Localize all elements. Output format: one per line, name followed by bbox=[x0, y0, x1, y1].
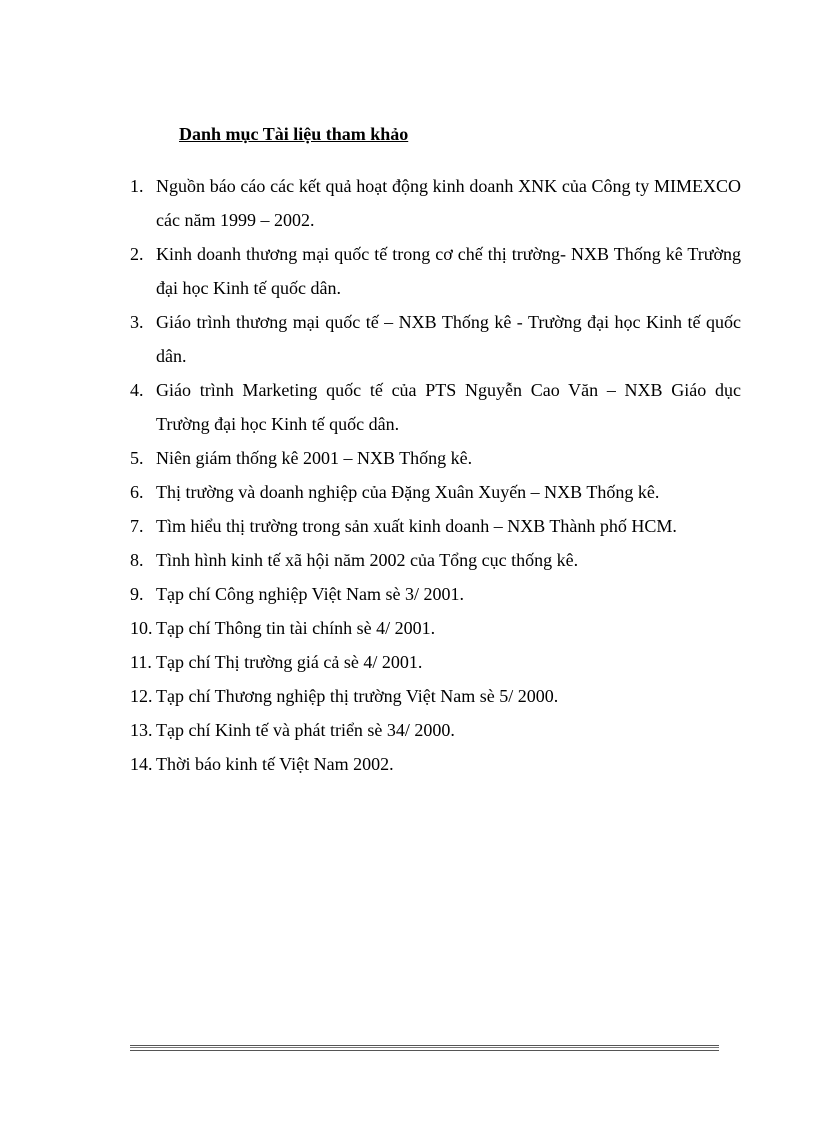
reference-item bbox=[130, 169, 741, 237]
reference-item bbox=[130, 475, 741, 509]
reference-number: 14. bbox=[130, 754, 153, 774]
reference-text: Niên giám thống kê 2001 – NXB Thống kê. bbox=[156, 448, 473, 468]
reference-text: Giáo trình thương mại quốc tế – NXB Thống kê - Trường đại học Kinh tế quốc dân. bbox=[156, 312, 741, 366]
reference-number: 10. bbox=[130, 618, 153, 638]
reference-item bbox=[130, 441, 741, 475]
reference-text: Nguồn báo cáo các kết quả hoạt động kinh doanh XNK của Công ty MIMEXCO các năm 1999 – 2002. bbox=[156, 176, 741, 230]
reference-text: Thị trường và doanh nghiệp của Đặng Xuân Xuyến – NXB Thống kê. bbox=[156, 482, 660, 502]
reference-list bbox=[130, 169, 741, 781]
reference-item bbox=[130, 747, 741, 781]
reference-number: 5. bbox=[130, 448, 144, 468]
reference-text: Kinh doanh thương mại quốc tế trong cơ chế thị trường- NXB Thống kê Trường đại học Kinh tế quốc dân. bbox=[156, 244, 741, 298]
page-title: Danh mục Tài liệu tham khảo bbox=[179, 124, 409, 144]
reference-number: 2. bbox=[130, 244, 144, 264]
reference-number: 7. bbox=[130, 516, 144, 536]
reference-item bbox=[130, 509, 741, 543]
reference-number: 3. bbox=[130, 312, 144, 332]
reference-item bbox=[130, 645, 741, 679]
reference-text: Tạp chí Thông tin tài chính sè 4/ 2001. bbox=[156, 618, 436, 638]
reference-item bbox=[130, 237, 741, 305]
reference-text: Tạp chí Thị trường giá cả sè 4/ 2001. bbox=[156, 652, 423, 672]
reference-number: 13. bbox=[130, 720, 153, 740]
reference-text: Tìm hiểu thị trường trong sản xuất kinh doanh – NXB Thành phố HCM. bbox=[156, 516, 677, 536]
reference-item bbox=[130, 611, 741, 645]
reference-item bbox=[130, 373, 741, 441]
reference-number: 1. bbox=[130, 176, 144, 196]
reference-text: Tình hình kinh tế xã hội năm 2002 của Tổng cục thống kê. bbox=[156, 550, 579, 570]
reference-text: Giáo trình Marketing quốc tế của PTS Nguyễn Cao Văn – NXB Giáo dục Trường đại học Kinh tế quốc dân. bbox=[156, 380, 741, 434]
reference-text: Thời báo kinh tế Việt Nam 2002. bbox=[156, 754, 394, 774]
reference-item bbox=[130, 543, 741, 577]
reference-item bbox=[130, 305, 741, 373]
reference-number: 4. bbox=[130, 380, 144, 400]
reference-number: 8. bbox=[130, 550, 144, 570]
reference-item bbox=[130, 713, 741, 747]
reference-item bbox=[130, 679, 741, 713]
reference-number: 12. bbox=[130, 686, 153, 706]
reference-item bbox=[130, 577, 741, 611]
reference-text: Tạp chí Thương nghiệp thị trường Việt Nam sè 5/ 2000. bbox=[156, 686, 559, 706]
reference-text: Tạp chí Công nghiệp Việt Nam sè 3/ 2001. bbox=[156, 584, 465, 604]
reference-number: 11. bbox=[130, 652, 152, 672]
reference-number: 9. bbox=[130, 584, 144, 604]
reference-number: 6. bbox=[130, 482, 144, 502]
reference-text: Tạp chí Kinh tế và phát triển sè 34/ 2000. bbox=[156, 720, 455, 740]
footer-divider bbox=[130, 1045, 719, 1051]
